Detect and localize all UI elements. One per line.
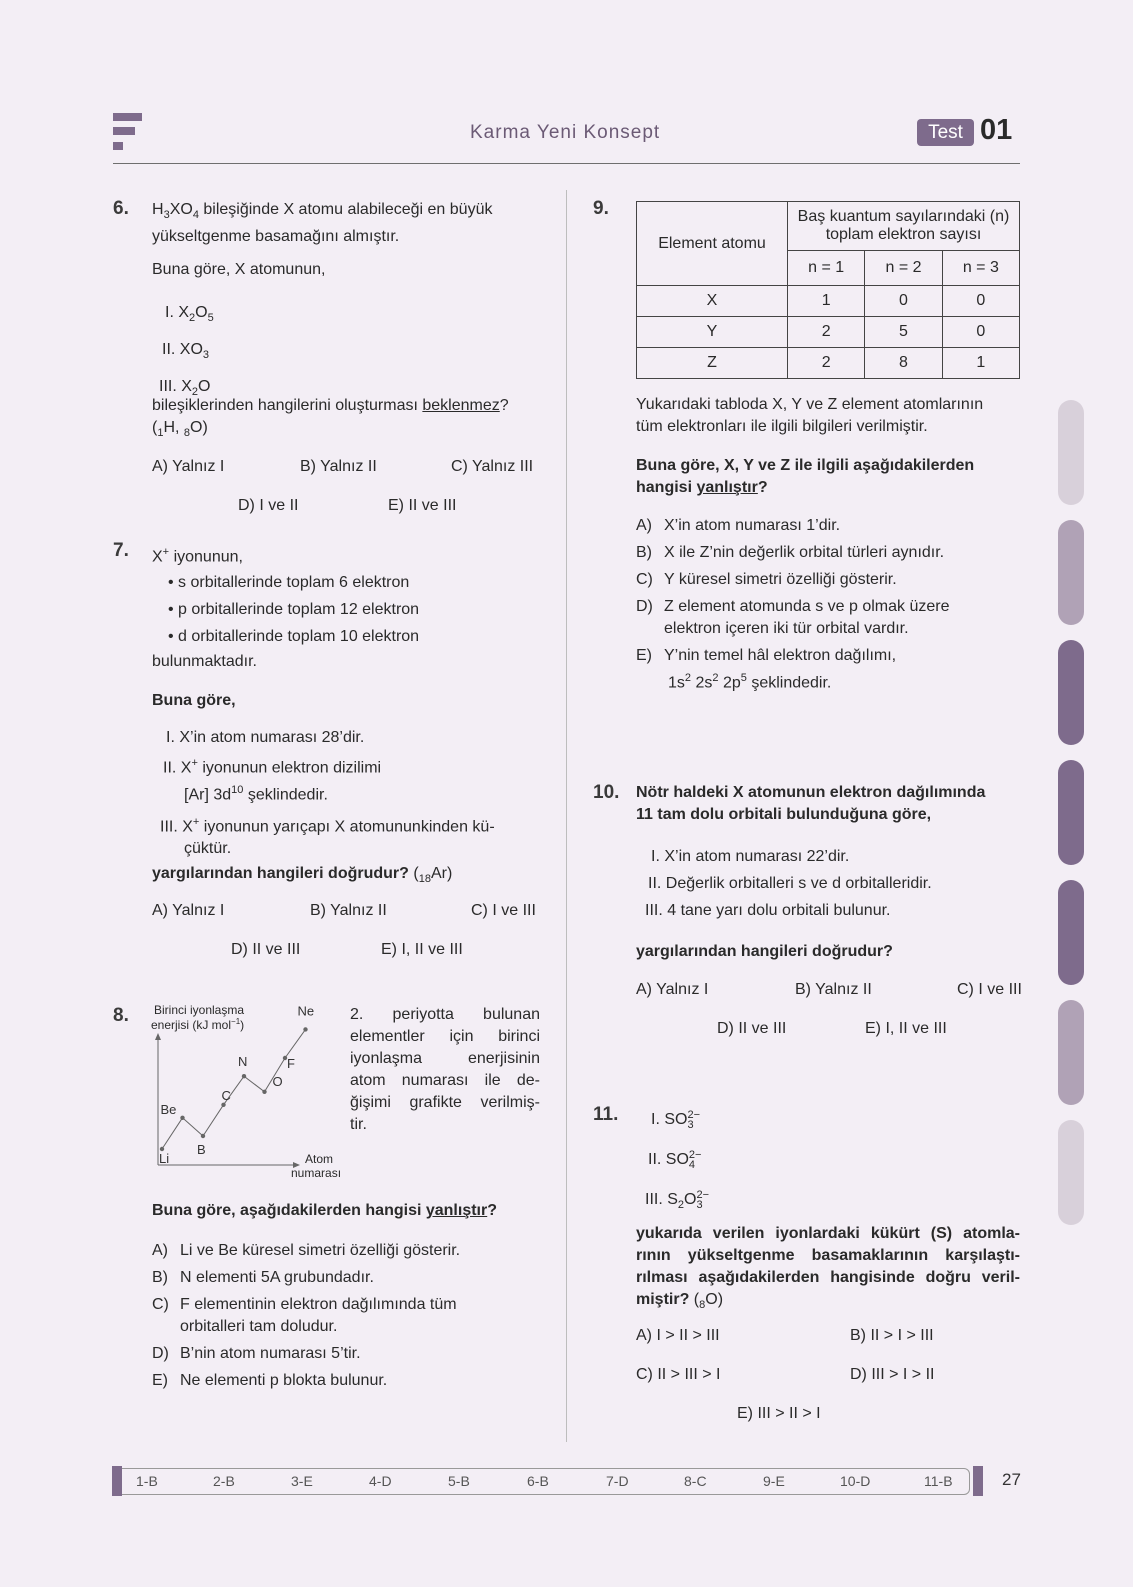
chart-ylabel-2: enerjisi (kJ mol$^{-1}$) <box>151 1017 245 1032</box>
chart-point-o <box>262 1090 266 1094</box>
chart-series-line <box>162 1029 306 1149</box>
header-divider <box>113 163 1020 164</box>
q7-bullets <box>168 569 419 650</box>
answer-4: 4-D <box>369 1473 392 1489</box>
q8-option-b[interactable]: B) N elementi 5A grubundadır. <box>152 1269 374 1286</box>
header-title: Karma Yeni Konsept <box>470 122 661 143</box>
chart-label-o: O <box>272 1073 283 1089</box>
q8-option-c-cont: orbitalleri tam doludur. <box>180 1318 338 1335</box>
q9-col-n1: n = 1 <box>788 251 865 286</box>
q7-after: bulunmaktadır. <box>152 653 257 670</box>
q11-item-1: I. SO 2− 3 <box>651 1108 700 1131</box>
q11-items <box>645 1100 710 1225</box>
q7-option-a[interactable]: A) Yalnız I <box>152 902 225 919</box>
q11-option-e[interactable]: E) III > II > I <box>737 1405 821 1422</box>
answer-9: 9-E <box>763 1473 785 1489</box>
q9-option-d[interactable]: D) Z element atomunda s ve p olmak üzere <box>636 598 950 615</box>
q9-head-quantum: Baş kuantum sayılarındaki (n) toplam elektron sayısı <box>788 202 1020 251</box>
q6-lead: Buna göre, X atomunun, <box>152 261 326 278</box>
chart-y-arrow <box>155 1033 161 1040</box>
q6-items <box>159 297 214 409</box>
q7-bullet-2: • p orbitallerinde toplam 12 elektron <box>168 601 420 618</box>
answer-7: 7-D <box>606 1473 629 1489</box>
q11-option-d[interactable]: D) III > I > II <box>850 1366 935 1383</box>
chart-label-c: C <box>221 1087 231 1103</box>
chart-label-b: B <box>197 1142 206 1157</box>
q11-option-c[interactable]: C) II > III > I <box>636 1366 721 1383</box>
q7-bullet-1: • s orbitallerinde toplam 6 elektron <box>168 574 410 591</box>
q9-option-d-cont: elektron içeren iki tür orbital vardır. <box>664 620 909 637</box>
q6-stem: $H_3XO_4$ bileşiğinde X atomu alabileceği en büyük yükseltgenme basamağını almıştır. <box>152 199 542 248</box>
q11-stem: yukarıda verilen iyonlardaki kükürt (S) atomla- rının yükseltgenme basamaklarının karşılaştı- rılması aşağıdakilerden hangisinde doğru veril- miştir? $(_8O)$ <box>636 1225 1020 1312</box>
q9-option-e[interactable]: E) Y’nin temel hâl elektron dağılımı, <box>636 647 897 664</box>
answer-bar-cap-right <box>973 1466 983 1496</box>
answer-6: 6-B <box>527 1473 549 1489</box>
chart-xlabel-2: numarası <box>291 1166 342 1180</box>
q10-question: yargılarından hangileri doğrudur? <box>636 943 893 960</box>
q8-chart <box>145 1000 350 1190</box>
q9-option-b[interactable]: B) X ile Z’nin değerlik orbital türleri aynıdır. <box>636 544 945 561</box>
answer-bar-cap-left <box>112 1466 122 1496</box>
q11-number: 11. <box>593 1104 619 1125</box>
table-row: X 1 0 0 <box>637 286 1020 317</box>
q6-stem-line2: yükseltgenme basamağını almıştır. <box>152 228 400 246</box>
q11-option-a[interactable]: A) I > II > III <box>636 1327 720 1344</box>
q9-info: Yukarıdaki tabloda X, Y ve Z element atomlarının tüm elektronları ile ilgili bilgileri verilmiştir. <box>636 396 984 435</box>
answer-1: 1-B <box>136 1473 158 1489</box>
chart-point-n <box>242 1074 246 1078</box>
test-badge: Test <box>917 119 974 146</box>
chart-label-be: Be <box>160 1101 177 1117</box>
brand-logo <box>113 113 143 153</box>
chart-point-c <box>221 1103 225 1107</box>
q7-item-2b: [Ar] $3d^{10}$ şeklindedir. <box>184 784 328 804</box>
q10-item-3: III. 4 tane yarı dolu orbitali bulunur. <box>645 902 891 919</box>
q9-col-n2: n = 2 <box>865 251 942 286</box>
answer-8: 8-C <box>684 1473 707 1489</box>
chart-label-li: Li <box>159 1151 170 1166</box>
chart-point-ne <box>303 1027 307 1031</box>
q8-question: Buna göre, aşağıdakilerden hangisi yanlıştır? <box>152 1202 497 1219</box>
chart-xlabel-1: Atom <box>305 1152 334 1166</box>
q6-option-a[interactable]: A) Yalnız I <box>152 458 225 475</box>
answer-key-bar <box>115 1468 970 1495</box>
table-row: Z 2 8 1 <box>637 348 1020 379</box>
q9-option-a[interactable]: A) X’in atom numarası 1’dir. <box>636 517 841 534</box>
page-number: 27 <box>1002 1470 1021 1489</box>
q7-stem: X+ iyonunun, <box>152 546 243 566</box>
q9-option-c[interactable]: C) Y küresel simetri özelliği gösterir. <box>636 571 897 588</box>
q7-question: yargılarından hangileri doğrudur? $(_{18}Ar)$ <box>152 865 453 886</box>
test-number: 01 <box>980 114 1013 146</box>
answer-11: 11-B <box>924 1473 953 1489</box>
q8-option-e[interactable]: E) Ne elementi p blokta bulunur. <box>152 1372 388 1389</box>
side-tab <box>1058 1120 1084 1225</box>
q6-tail: bileşiklerinden hangilerini oluşturması beklenmez? ($_1H$, $_8$O) <box>152 397 509 440</box>
q7-option-b[interactable]: B) Yalnız II <box>310 902 387 919</box>
column-divider <box>566 190 567 1442</box>
chart-point-b <box>201 1134 205 1138</box>
q7-items <box>160 727 543 860</box>
side-tab <box>1058 640 1084 745</box>
q10-stem: Nötr haldeki X atomunun elektron dağılımında 11 tam dolu orbitali bulunduğuna göre, <box>636 784 986 823</box>
q6-option-b[interactable]: B) Yalnız II <box>300 458 377 475</box>
side-tab <box>1058 880 1084 985</box>
q6-item-2: II. $XO_3$ <box>162 341 210 362</box>
q9-number: 9. <box>593 198 609 219</box>
q6-option-e[interactable]: E) II ve III <box>388 497 457 514</box>
q8-option-a[interactable]: A) Li ve Be küresel simetri özelliği gösterir. <box>152 1242 461 1259</box>
q10-items <box>645 843 932 924</box>
answer-5: 5-B <box>448 1473 470 1489</box>
q8-description: 2. periyotta bulunan elementler için birinci iyonlaşma enerjisinin atom numarası ile de- ğişimi grafikte verilmiş- tir. <box>350 1006 540 1133</box>
q6-item-1: I. $X_2O_5$ <box>165 304 214 325</box>
q8-options <box>152 1240 542 1392</box>
q10-number: 10. <box>593 782 620 803</box>
q6-option-c[interactable]: C) Yalnız III <box>451 458 534 475</box>
q10-option-d[interactable]: D) II ve III <box>717 1020 787 1037</box>
q10-option-b[interactable]: B) Yalnız II <box>795 981 872 998</box>
table-row: Y 2 5 0 <box>637 317 1020 348</box>
q7-option-d[interactable]: D) II ve III <box>231 941 301 958</box>
q8-option-c[interactable]: C) F elementinin elektron dağılımında tüm <box>152 1296 457 1313</box>
q6-option-d[interactable]: D) I ve II <box>238 497 299 514</box>
q7-lead: Buna göre, <box>152 692 236 709</box>
chart-point-be <box>180 1116 184 1120</box>
chart-label-f: F <box>287 1056 295 1071</box>
chart-ylabel-1: Birinci iyonlaşma <box>154 1003 245 1017</box>
answer-3: 3-E <box>291 1473 313 1489</box>
q7-bullet-3: • d orbitallerinde toplam 10 elektron <box>168 628 420 645</box>
chart-label-n: N <box>238 1054 248 1070</box>
q10-option-e[interactable]: E) I, II ve III <box>865 1020 947 1037</box>
q11-option-b[interactable]: B) II > I > III <box>850 1327 934 1344</box>
side-tab <box>1058 1000 1084 1105</box>
q11-item-3: III. $S_2O$ 2− 3 <box>645 1188 710 1212</box>
q9-options <box>636 515 1021 694</box>
answer-2: 2-B <box>213 1473 235 1489</box>
q10-option-c[interactable]: C) I ve III <box>957 981 1022 998</box>
q11-item-2: II. SO 2− 4 <box>648 1148 702 1171</box>
q9-table <box>636 201 1020 379</box>
q9-question: Buna göre, X, Y ve Z ile ilgili aşağıdakilerden hangisi yanlıştır? <box>636 457 975 496</box>
q7-option-c[interactable]: C) I ve III <box>471 902 536 919</box>
q10-item-2: II. Değerlik orbitalleri s ve d orbitalleridir. <box>648 875 932 892</box>
side-tab <box>1058 760 1084 865</box>
q7-item-2: II. X+ iyonunun elektron dizilimi <box>163 757 382 777</box>
side-tab <box>1058 520 1084 625</box>
q6-item-3: III. $X_2O$ <box>159 378 211 399</box>
q8-number: 8. <box>113 1005 129 1026</box>
q7-item-3: III. X+ iyonunun yarıçapı X atomununkinden kü- <box>160 815 495 835</box>
q9-option-e-cont: $1s^2$ $2s^2$ $2p^5$ şeklindedir. <box>668 672 832 692</box>
q10-item-1: I. X’in atom numarası 22’dir. <box>651 848 850 865</box>
q7-number: 7. <box>113 540 129 561</box>
chart-label-ne: Ne <box>297 1003 315 1019</box>
q8-option-d[interactable]: D) B’nin atom numarası 5’tir. <box>152 1345 361 1362</box>
side-tab <box>1058 400 1084 505</box>
q9-head-element: Element atomu <box>637 202 788 286</box>
q10-option-a[interactable]: A) Yalnız I <box>636 981 709 998</box>
q9-col-n3: n = 3 <box>942 251 1019 286</box>
q7-option-e[interactable]: E) I, II ve III <box>381 941 463 958</box>
q7-item-1: I. X’in atom numarası 28’dir. <box>166 729 365 746</box>
q7-item-3b: çüktür. <box>184 839 232 857</box>
q6-number: 6. <box>113 198 129 219</box>
answer-10: 10-D <box>840 1473 871 1489</box>
